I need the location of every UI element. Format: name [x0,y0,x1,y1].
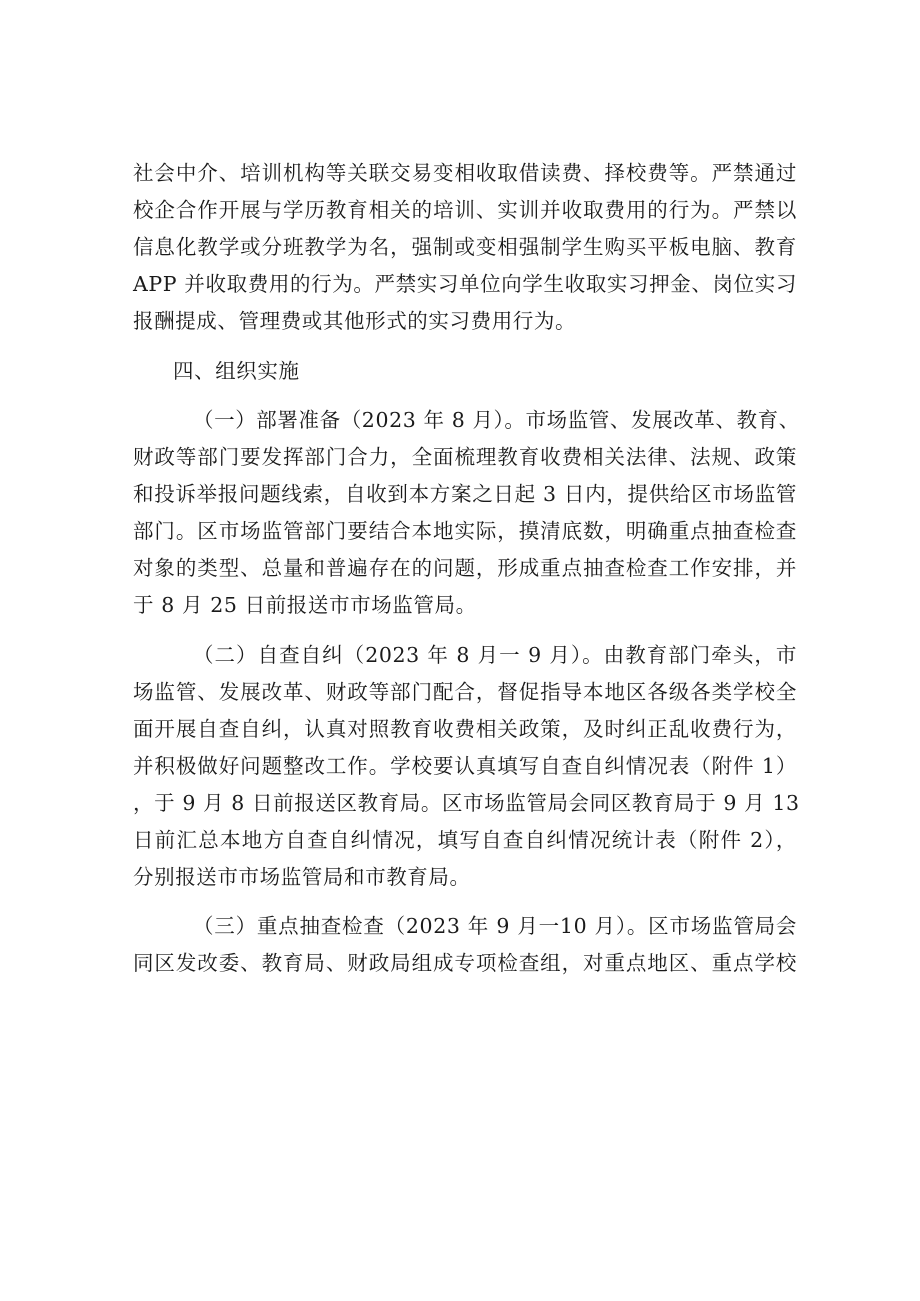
text-line: 对象的类型、总量和普遍存在的问题，形成重点抽查检查工作安排，并 [133,556,797,580]
text-line: 日前汇总本地方自查自纠情况，填写自查自纠情况统计表（附件 2）， [133,827,797,852]
document-body [133,155,800,982]
text-line: ，于 9 月 8 日前报送区教育局。区市场监管局会同区教育局于 9 月 13 [133,790,800,815]
text-line: 社会中介、培训机构等关联交易变相收取借读费、择校费等。严禁通过 [133,161,797,185]
text-line: 报酬提成、管理费或其他形式的实习费用行为。 [133,309,577,333]
text-line: APP 并收取费用的行为。严禁实习单位向学生收取实习押金、岗位实习 [133,272,797,296]
text-line: 校企合作开展与学历教育相关的培训、实训并收取费用的行为。严禁以 [133,198,797,222]
text-line: （一）部署准备（2023 年 8 月）。市场监管、发展改革、教育、 [193,408,800,432]
text-line: 分别报送市市场监管局和市教育局。 [133,864,471,889]
text-line: 和投诉举报问题线索，自收到本方案之日起 3 日内，提供给区市场监管 [133,482,797,506]
text-line: 场监管、发展改革、财政等部门配合，督促指导本地区各级各类学校全 [133,679,797,704]
text-line: 面开展自查自纠，认真对照教育收费相关政策，及时纠正乱收费行为， [133,716,797,741]
text-line: 部门。区市场监管部门要结合本地实际，摸清底数，明确重点抽查检查 [133,519,797,543]
text-line: 财政等部门要发挥部门合力，全面梳理教育收费相关法律、法规、政策 [133,445,797,469]
text-line: 于 8 月 25 日前报送市市场监管局。 [133,593,477,617]
text-line: （二）自查自纠（2023 年 8 月一 9 月）。由教育部门牵头，市 [193,642,797,667]
section-heading: 四、组织实施 [173,358,300,383]
text-line: 并积极做好问题整改工作。学校要认真填写自查自纠情况表（附件 1） [133,753,797,778]
text-line: （三）重点抽查检查（2023 年 9 月一10 月）。区市场监管局会 [193,914,797,938]
text-line: 信息化教学或分班教学为名，强制或变相强制学生购买平板电脑、教育 [133,235,797,259]
text-line: 同区发改委、教育局、财政局组成专项检查组，对重点地区、重点学校 [133,951,797,975]
